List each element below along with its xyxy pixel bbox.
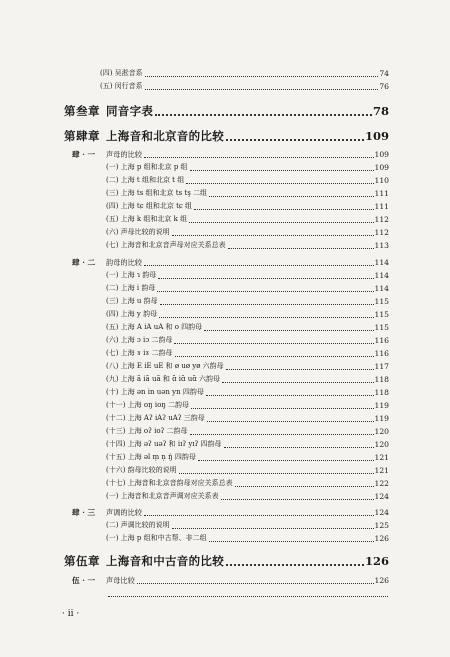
section-page: 109 xyxy=(374,150,389,159)
toc-entry-label: (二) 声调比较的说明 xyxy=(106,521,170,529)
toc-entry-page: 115 xyxy=(374,297,389,306)
toc-entry-label: (六) 声母比较的说明 xyxy=(106,228,170,236)
section-page: 114 xyxy=(374,258,389,267)
toc-entry-page: 120 xyxy=(374,427,389,436)
toc-entry[interactable] xyxy=(0,322,450,333)
toc-entry-label: (三) 上海 ts 组和北京 ts tş 二组 xyxy=(106,189,208,197)
chapter-title: 同音字表 xyxy=(106,104,154,118)
toc-entry-page: 118 xyxy=(374,388,389,397)
toc-entry-page: 120 xyxy=(374,440,389,449)
toc-entry-page: 114 xyxy=(374,284,389,293)
leader-dots xyxy=(207,421,374,422)
toc-entry-page: 124 xyxy=(374,492,389,501)
toc-entry-page: 111 xyxy=(374,189,389,198)
chapter-number: 第伍章 xyxy=(64,554,100,568)
toc-entry[interactable] xyxy=(0,81,450,92)
leader-dots xyxy=(209,196,373,197)
toc-entry-label: (一) 上海 p 组和中古帮、非二组 xyxy=(106,534,207,542)
toc-entry-page: 109 xyxy=(374,163,389,172)
toc-chapter[interactable] xyxy=(0,102,450,120)
toc-entry-page: 119 xyxy=(374,401,389,410)
toc-entry-page: 116 xyxy=(374,349,389,358)
leader-dots xyxy=(160,304,374,305)
toc-entry-page: 125 xyxy=(374,521,389,530)
toc-entry[interactable] xyxy=(0,400,450,411)
toc-entry-page: 111 xyxy=(374,202,389,211)
leader-dots xyxy=(190,434,374,435)
toc-entry[interactable] xyxy=(0,478,450,489)
toc-entry-label: (四) 上海 y 韵母 xyxy=(106,310,158,318)
toc-entry-page: 117 xyxy=(374,362,389,371)
toc-entry-label: (七) 上海 ɤ iɤ 二韵母 xyxy=(106,349,173,357)
section-title: 声调的比较 xyxy=(106,508,142,517)
chapter-title: 上海音和北京音的比较 xyxy=(106,129,224,143)
toc-entry[interactable] xyxy=(0,335,450,346)
toc-entry-label: (二) 上海 t 组和北京 t 组 xyxy=(106,176,185,184)
toc-entry-page: 114 xyxy=(374,271,389,280)
leader-dots xyxy=(189,222,373,223)
toc-entry[interactable] xyxy=(0,588,450,599)
leader-dots xyxy=(206,395,374,396)
toc-entry-label: (九) 上海 ã iã uã 和 ɑ̃ iɑ̃ uɑ̃ 六韵母 xyxy=(106,375,220,383)
toc-entry-page: 112 xyxy=(374,228,389,237)
toc-entry[interactable] xyxy=(0,413,450,424)
leader-dots xyxy=(108,596,388,597)
leader-dots xyxy=(204,330,373,331)
leader-dots xyxy=(190,170,374,171)
toc-entry-label: (一) 上海音和北京音声调对应关系表 xyxy=(106,492,219,500)
leader-dots xyxy=(179,473,374,474)
toc-entry[interactable] xyxy=(0,426,450,437)
toc-entry[interactable] xyxy=(0,175,450,186)
toc-entry-label: (十二) 上海 Aʔ iAʔ uAʔ 三韵母 xyxy=(106,414,205,422)
toc-section[interactable] xyxy=(0,257,450,268)
toc-entry[interactable] xyxy=(0,270,450,281)
toc-entry-page: 76 xyxy=(379,82,389,91)
leader-dots xyxy=(172,235,374,236)
leader-dots xyxy=(145,89,379,90)
section-page: 124 xyxy=(374,508,389,517)
toc-entry[interactable] xyxy=(0,452,450,463)
toc-entry-page: 121 xyxy=(374,466,389,475)
toc-entry[interactable] xyxy=(0,439,450,450)
chapter-page: 78 xyxy=(372,104,389,118)
toc-entry-label: (四) 上海 tɕ 组和北京 tɕ 组 xyxy=(106,202,193,210)
toc-entry[interactable] xyxy=(0,68,450,79)
leader-dots xyxy=(144,265,374,266)
leader-dots xyxy=(144,157,374,158)
chapter-title: 上海音和中古音的比较 xyxy=(106,554,224,568)
leader-dots xyxy=(144,515,374,516)
section-title: 声母比较 xyxy=(106,576,135,585)
toc-entry[interactable] xyxy=(0,387,450,398)
toc-entry[interactable] xyxy=(0,361,450,372)
leader-dots xyxy=(186,183,373,184)
leader-dots xyxy=(145,76,379,77)
section-marker: 伍 · 一 xyxy=(72,576,96,585)
toc-entry-label: (五) 上海 A iA uA 和 o 四韵母 xyxy=(106,323,203,331)
leader-dots xyxy=(155,114,372,116)
toc-entry[interactable] xyxy=(0,520,450,531)
toc-entry-label: (十七) 上海音和北京音韵母对应关系总表 xyxy=(106,479,233,487)
toc-entry[interactable] xyxy=(0,214,450,225)
leader-dots xyxy=(172,528,374,529)
leader-dots xyxy=(158,278,373,279)
leader-dots xyxy=(222,382,374,383)
leader-dots xyxy=(226,139,364,141)
toc-entry-label: (二) 上海 i 韵母 xyxy=(106,284,156,292)
toc-entry-page: 118 xyxy=(374,375,389,384)
toc-entry-page: 126 xyxy=(374,534,389,543)
toc-entry-label: (十) 上海 ən in uən yn 四韵母 xyxy=(106,388,204,396)
toc-chapter[interactable] xyxy=(0,552,450,570)
section-marker: 肆 · 三 xyxy=(72,508,96,517)
leader-dots xyxy=(226,369,374,370)
leader-dots xyxy=(235,486,374,487)
section-page: 126 xyxy=(374,576,389,585)
leader-dots xyxy=(174,343,373,344)
toc-entry[interactable] xyxy=(0,465,450,476)
toc-entry[interactable] xyxy=(0,227,450,238)
toc-entry-page: 116 xyxy=(374,336,389,345)
toc-entry-label: (四) 吴淞音系 xyxy=(100,69,143,77)
toc-entry-label: (六) 上海 ɔ iɔ 二韵母 xyxy=(106,336,173,344)
leader-dots xyxy=(175,356,374,357)
chapter-page: 109 xyxy=(364,129,389,143)
toc-entry-label: (三) 上海 u 韵母 xyxy=(106,297,158,305)
toc-entry-label: (十五) 上海 əl m̩ n̩ ŋ̍ 四韵母 xyxy=(106,453,196,461)
toc-entry-label: (一) 上海 ɿ 韵母 xyxy=(106,271,157,279)
leader-dots xyxy=(209,541,374,542)
toc-entry-page: 113 xyxy=(374,241,389,250)
section-title: 声母的比较 xyxy=(106,150,142,159)
section-title: 韵母的比较 xyxy=(106,258,142,267)
toc-entry-label: (十六) 韵母比较的说明 xyxy=(106,466,177,474)
toc-entry-label: (十一) 上海 oŋ ioŋ 二韵母 xyxy=(106,401,190,409)
toc-entry[interactable] xyxy=(0,533,450,544)
toc-entry-page: 112 xyxy=(374,215,389,224)
page-number: · ii · xyxy=(62,609,80,619)
toc-entry[interactable] xyxy=(0,162,450,173)
leader-dots xyxy=(137,583,374,584)
toc-section[interactable] xyxy=(0,149,450,160)
toc-entry-page: 119 xyxy=(374,414,389,423)
toc-entry-page: 74 xyxy=(379,69,389,78)
toc-entry-page: 121 xyxy=(374,453,389,462)
chapter-page: 126 xyxy=(364,554,389,568)
leader-dots xyxy=(198,460,374,461)
leader-dots xyxy=(194,209,373,210)
leader-dots xyxy=(221,499,374,500)
leader-dots xyxy=(228,248,374,249)
leader-dots xyxy=(159,317,373,318)
toc-section[interactable] xyxy=(0,575,450,586)
toc-entry-label: (七) 上海音和北京音声母对应关系总表 xyxy=(106,241,226,249)
toc-entry[interactable] xyxy=(0,283,450,294)
toc-entry[interactable] xyxy=(0,296,450,307)
toc-section[interactable] xyxy=(0,507,450,518)
toc-entry-label: (十四) 上海 əʔ uəʔ 和 iɪʔ yɪʔ 四韵母 xyxy=(106,440,222,448)
toc-entry[interactable] xyxy=(0,374,450,385)
toc-entry-label: (五) 闵行音系 xyxy=(100,82,143,90)
toc-entry[interactable] xyxy=(0,240,450,251)
toc-entry[interactable] xyxy=(0,348,450,359)
leader-dots xyxy=(226,564,364,566)
chapter-number: 第叁章 xyxy=(64,104,100,118)
toc-entry[interactable] xyxy=(0,188,450,199)
toc-entry[interactable] xyxy=(0,201,450,212)
toc-chapter[interactable] xyxy=(0,127,450,145)
toc-entry[interactable] xyxy=(0,309,450,320)
toc-entry-page: 115 xyxy=(374,323,389,332)
toc-entry-label: (八) 上海 E iE uE 和 ø uø yø 六韵母 xyxy=(106,362,224,370)
chapter-number: 第肆章 xyxy=(64,129,100,143)
leader-dots xyxy=(191,408,373,409)
toc-entry-label: (十三) 上海 oʔ ioʔ 二韵母 xyxy=(106,427,188,435)
toc-entry-page: 110 xyxy=(374,176,389,185)
section-marker: 肆 · 二 xyxy=(72,258,96,267)
toc-entry-label: (五) 上海 k 组和北京 k 组 xyxy=(106,215,188,223)
toc-entry-page: 115 xyxy=(374,310,389,319)
toc-entry-label: (一) 上海 p 组和北京 p 组 xyxy=(106,163,188,171)
leader-dots xyxy=(157,291,373,292)
toc-entry-page: 122 xyxy=(374,479,389,488)
section-marker: 肆 · 一 xyxy=(72,150,96,159)
leader-dots xyxy=(224,447,374,448)
toc-entry[interactable] xyxy=(0,491,450,502)
